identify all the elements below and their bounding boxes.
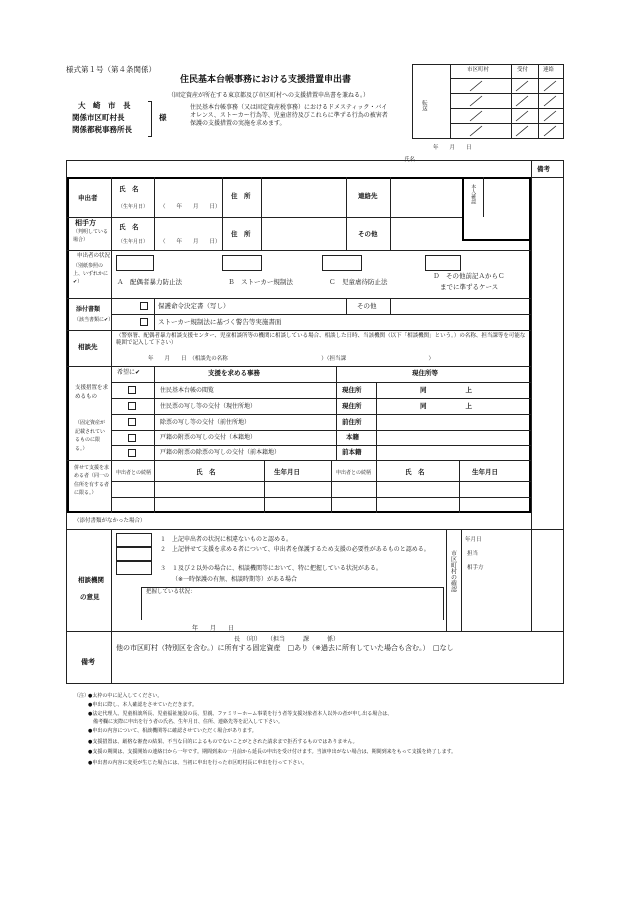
attachments-note: （該当書類に✔） [74, 317, 114, 323]
applicant-name-input[interactable] [156, 180, 224, 196]
consultation-line: 年 月 日 （相談先の名称 ）（担当課 ） [148, 356, 435, 362]
opinion-confirm-date: 年月日 [465, 537, 482, 543]
attachment-item-1: 保護命令決定書（写し） [158, 302, 230, 310]
office-header-contact: 連絡 [543, 67, 555, 73]
applicant-name-label: 氏 名 [119, 185, 139, 193]
attachment-item-2: ストーカー規制法に基づく警告等実施書面 [158, 318, 282, 326]
support-label-2: 現住所 [342, 402, 362, 410]
note-5: ●申出の内容について、相談機関等に確認させていただく場合があります。 [88, 728, 257, 734]
counterpart-name-label: 氏 名 [119, 223, 139, 231]
office-header-municipality: 市区町村 [467, 67, 490, 73]
opinion-check-3[interactable] [116, 561, 152, 575]
support-head-check: 希望に✔ [117, 369, 141, 376]
note-8: ●申出書の内容に変更が生じた場合には、当初に申出を行った市区町村長に申出を行って下さい。 [88, 760, 308, 766]
biko-header: 備考 [537, 165, 550, 173]
addressee-bracket [148, 101, 152, 137]
honorific: 様 [159, 113, 167, 122]
opinion-date: 年 月 日 [192, 625, 235, 632]
remarks-label: 備考 [81, 658, 95, 666]
remarks-text: 他の市区町村（特別区を含む。）に所有する固定資産 □あり（※過去に所有していた場合も含む。） □なし [116, 644, 454, 652]
support-label-4: 本籍 [346, 433, 359, 441]
situation-option-c: Ｃ 児童虐待防止法 [329, 278, 388, 286]
attachments-section: 添付書類 [76, 306, 101, 313]
joint-relation-1: 申出者との続柄 [116, 470, 152, 476]
opinion-confirm-staff: 担当 [467, 551, 479, 557]
opinion-no-docs: （添付書類がなかった場合） [74, 518, 146, 524]
support-section: 支援措置を求めるもの [75, 385, 109, 400]
support-affair-4: 戸籍の附票の写しの交付（本籍地） [160, 434, 257, 441]
support-check-5[interactable] [128, 449, 136, 457]
situation-check-c[interactable] [322, 255, 362, 271]
office-header-reception: 受付 [517, 67, 529, 73]
note-1: ●太枠の中に記入してください。 [88, 693, 163, 699]
form-number: 様式第１号（第４条関係） [66, 65, 156, 74]
support-value-1: 同 上 [420, 386, 472, 394]
joint-birth-1: 生年月日 [274, 468, 300, 476]
opinion-check-1[interactable] [116, 533, 152, 547]
id-check-label: 本人確認 [470, 184, 477, 204]
counterpart-birth-era: （ 年 月 日） [160, 239, 221, 245]
situation-option-d1: Ｄ その他前記ＡからＣ [433, 272, 505, 280]
support-label-3: 前住所 [342, 418, 362, 426]
addressee-tax-office: 関係都税事務所長 [72, 125, 132, 134]
request-text: 住民基本台帳事務（又は固定資産税事務）におけるドメスティック・バイオレンス、ストーカー行為等、児童虐待及びこれらに準ずる行為の被害者保護の支援措置の実施を求めます。 [190, 104, 388, 128]
counterpart-note: （判明している場合） [73, 229, 109, 243]
opinion-grasp-label: 把握している状況： [146, 589, 196, 595]
situation-option-d2: までに準ずるケース [440, 283, 499, 291]
opinion-signer: 長 （印） （担当 課 係） [234, 636, 340, 643]
joint-relation-2: 申出者との続柄 [336, 470, 372, 476]
situation-check-d[interactable] [425, 255, 461, 271]
addressee-municipal: 関係市区町村長 [72, 113, 125, 122]
support-affair-5: 戸籍の附票の除票の写しの交付（前本籍地） [160, 449, 281, 456]
notes-label: （注） [74, 693, 90, 699]
applicant-section: 申出者 [78, 194, 98, 202]
consultation-text: （警察署、配偶者暴力相談支援センター、児童相談所等の機関に相談している場合、相談した日時、当該機関（以下「相談機関」という。）の名称、担当課等を可能な範囲で記入して下さい） [116, 333, 526, 347]
note-6: ●支援措置は、厳格な審査の結果、不当な目的によるものでないことがとされた請求まで拒否するものではありません。 [88, 739, 358, 745]
opinion-item-1: １ 上記申出者の状況に相違ないものと認める。 [160, 536, 293, 543]
form-title: 住民基本台帳事務における支援措置申出書 [180, 75, 352, 85]
attachment-check-1[interactable] [140, 302, 148, 310]
opinion-section-line2: の意見 [80, 593, 100, 601]
situation-option-b: Ｂ ストーカー規制法 [228, 278, 293, 286]
opinion-item-3: ３ １及び２以外の場合に、相談機関等において、特に把握している状況がある。 [160, 565, 382, 572]
note-2: ●申出に際し、本人確認をさせていただきます。 [88, 702, 197, 708]
support-affair-1: 住民基本台帳の閲覧 [160, 387, 215, 394]
support-head-address: 現住所等 [412, 369, 438, 377]
situation-check-b[interactable] [222, 255, 262, 271]
support-check-3[interactable] [128, 418, 136, 426]
opinion-section-line1: 相談機関 [78, 576, 104, 584]
support-value-2: 同 上 [420, 402, 472, 410]
situation-section: 申出者の状況 [77, 253, 111, 259]
attachment-check-2[interactable] [140, 318, 148, 326]
applicant-address-input[interactable] [263, 180, 347, 216]
form-subtitle: （固定資産が所在する東京都及び市区町村への支援措置申出書を兼ねる。） [168, 92, 370, 99]
note-3: ●法定代理人、児童相談所長、児童福祉施設の長、里親、ファミリーホーム事業を行う者等支援対象者本人以外の者が申し出る場合は、 [88, 711, 393, 717]
support-affair-2: 住民票の写し等の交付（現住所地） [160, 403, 257, 410]
addressee-mayor: 大 崎 市 長 [78, 101, 131, 110]
support-check-2[interactable] [128, 402, 136, 410]
attachment-other: その他 [357, 302, 377, 310]
office-slashes [450, 78, 564, 139]
support-affair-3: 除票の写し等の交付（前住所地） [160, 419, 251, 426]
date-label: 年 月 日 [433, 145, 472, 151]
support-check-4[interactable] [128, 434, 136, 442]
support-label-5: 前本籍 [342, 448, 362, 456]
consultation-section: 相談先 [78, 343, 98, 351]
opinion-confirm-side: 市区町村の確認 [449, 550, 457, 592]
situation-option-a: Ａ 配偶者暴力防止法 [117, 278, 182, 286]
opinion-item-2: ２ 上記併せて支援を求める者について、申出者を保護するため支援の必要性があるものと認める。 [160, 546, 430, 553]
joint-name-1: 氏 名 [196, 468, 216, 476]
opinion-item-4: （※一時保護の有無、相談時期等）がある場合 [172, 576, 298, 583]
joint-name-2: 氏 名 [405, 468, 425, 476]
office-transfer-label: 転送 [420, 100, 427, 111]
joint-birth-2: 生年月日 [472, 468, 498, 476]
applicant-contact-label: 連絡先 [358, 192, 378, 200]
applicant-contact-input[interactable] [392, 180, 462, 216]
applicant-birth-label: （生年月日） [118, 204, 149, 210]
situation-check-a[interactable] [116, 255, 154, 271]
opinion-check-2[interactable] [116, 547, 152, 561]
note-7: ●支援の期間は、支援開始の連絡日から一年です。期間到来の一月前から延長の申出を受け付けます。当該申出がない場合は、期間到来をもって支援を終了します。 [88, 749, 457, 755]
support-note: （固定資産が記載されているものに限る。） [75, 420, 106, 452]
situation-note: （別紙参照の上、いずれかに✔） [73, 263, 109, 285]
note-4: 備考欄に実際に申出を行う者の氏名、生年月日、住所、連絡先等を記入して下さい。 [88, 719, 284, 725]
counterpart-section: 相手方 [75, 219, 96, 227]
applicant-birth-era: （ 年 月 日） [160, 204, 221, 210]
support-check-1[interactable] [128, 386, 136, 394]
counterpart-other-label: その他 [358, 230, 378, 238]
support-label-1: 現住所 [342, 386, 362, 394]
applicant-address-label: 住 所 [231, 192, 251, 200]
support-head-affair: 支援を求める事務 [208, 369, 260, 377]
counterpart-birth-label: （生年月日） [118, 239, 149, 245]
name-label: 氏名 [404, 157, 416, 163]
joint-section: 併せて支援を求める者（同一の住所を有する者に限る。） [74, 465, 110, 496]
opinion-confirm-counterpart: 相手方 [467, 565, 484, 571]
counterpart-address-label: 住 所 [231, 230, 251, 238]
